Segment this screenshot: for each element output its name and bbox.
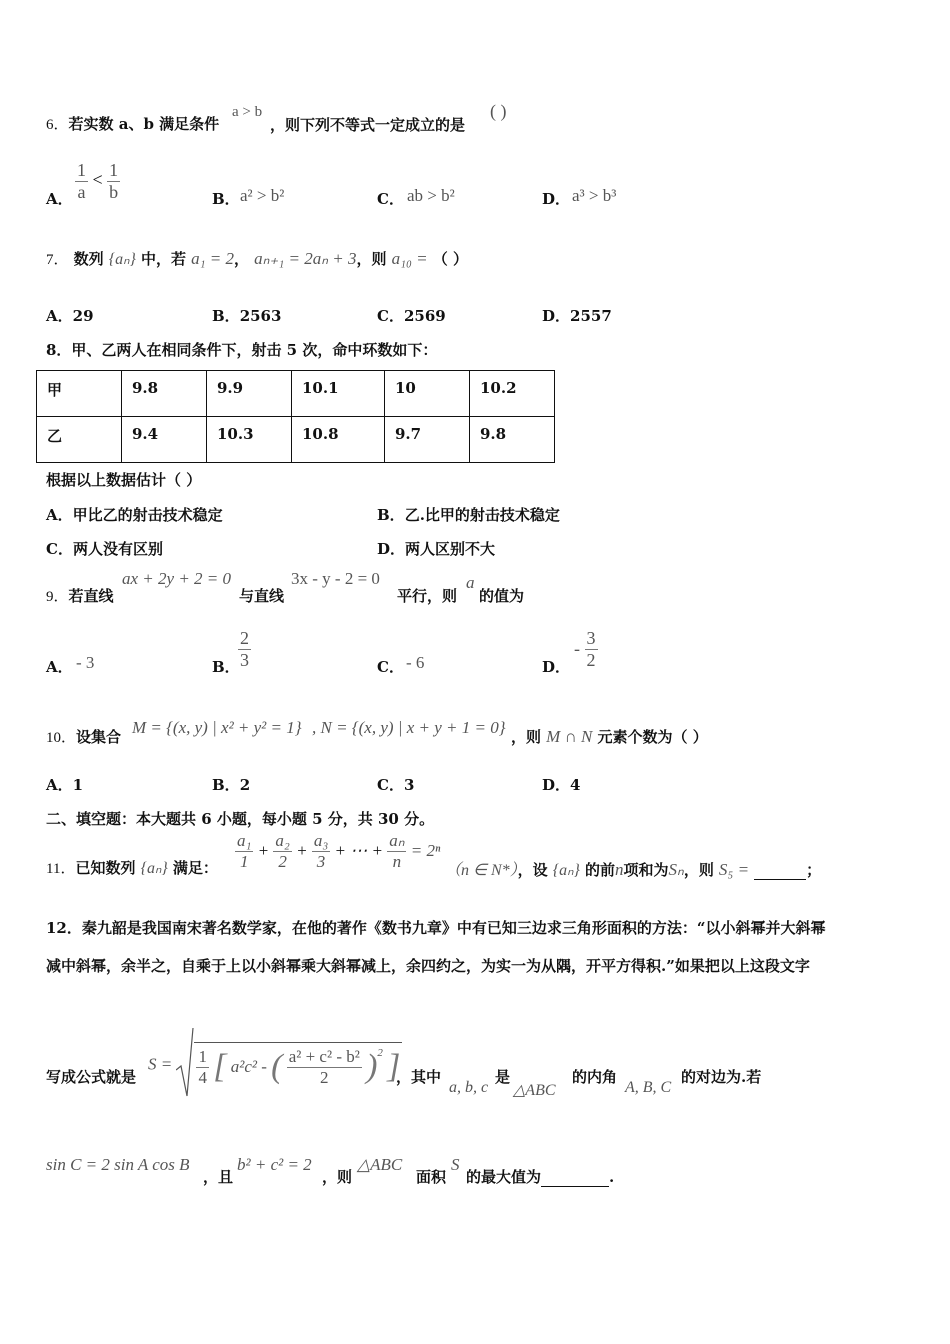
q8-a-text: 甲比乙的射击技术稳定 — [72, 506, 223, 524]
q8-option-d — [377, 538, 495, 559]
q9-b-den: 3 — [240, 649, 249, 670]
q9-d-den: 2 — [586, 649, 596, 670]
q9-d-num: 3 — [586, 628, 596, 648]
q12-formula-s: S = — [148, 1054, 173, 1074]
q11-rhs: = 2ⁿ — [410, 841, 441, 861]
q11-text6: ，则 — [683, 861, 714, 879]
q11-seq2: {aₙ} — [552, 862, 580, 879]
q10-text3: 元素个数为（ ） — [597, 728, 708, 746]
q12-text-area: 面积 — [416, 1168, 447, 1186]
q6-a-frac2-num: 1 — [109, 160, 119, 180]
q8-question: 根据以上数据估计（ ） — [46, 471, 202, 489]
q12-text-is: 是 — [495, 1068, 511, 1086]
q9-text2: 与直线 — [239, 587, 285, 605]
q7-c-value: 2569 — [403, 307, 446, 325]
q10-text1: 设集合 — [76, 728, 122, 746]
table-cell: 10.3 — [207, 417, 292, 463]
q7-cond1: a₁ = 2 — [191, 249, 234, 268]
q9-d-sign: - — [574, 638, 580, 659]
table-cell: 9.4 — [122, 417, 207, 463]
q6-option-b-label: B． — [212, 190, 240, 208]
q10-set-n: , N = {(x, y) | x + y + 1 = 0} — [312, 718, 506, 737]
q9-num-text — [46, 585, 114, 606]
q7-num: 7． — [46, 252, 69, 268]
table-cell-name: 甲 — [37, 371, 122, 417]
q12-formula: S = $\frac{1}{4}$ [ a²c² - ( $\frac{\text{a² + c² - b²}}{2}$ )$^2$ ] — [148, 1026, 402, 1103]
q7-option-b — [212, 305, 281, 326]
q10-d-label: D． — [542, 776, 571, 794]
q12-ABC: A, B, C — [625, 1079, 672, 1096]
q7-option-c — [377, 305, 446, 326]
q11-stem-start — [46, 857, 218, 878]
q6-option-a-label: A． — [46, 190, 73, 208]
q6-option-d-expr: a³ > b³ — [572, 186, 617, 205]
q11-text2: 满足： — [172, 859, 218, 877]
q12-answer-blank[interactable] — [541, 1167, 609, 1187]
q12-quarter-num: 1 — [198, 1046, 207, 1066]
q11-end: ； — [806, 861, 822, 879]
table-cell: 9.7 — [385, 417, 470, 463]
q7-a-label: A． — [46, 307, 73, 325]
q10-c-label: C． — [377, 776, 404, 794]
q6-a-frac1-den: a — [77, 181, 86, 202]
q12-cond2: b² + c² = 2 — [237, 1155, 312, 1174]
q11-dots: + ⋯ + — [334, 841, 383, 861]
q8-stem: 8．甲、乙两人在相同条件下，射击 5 次，命中环数如下： — [46, 341, 438, 359]
q7-text1: 数列 — [73, 250, 104, 268]
q9-option-b-label: B． — [212, 658, 240, 676]
q9-text1: 若直线 — [68, 587, 114, 605]
q11-frac3-den: 3 — [316, 851, 326, 871]
q11-frac2-num: a₂ — [275, 831, 290, 850]
q8-a-label: A． — [46, 506, 73, 524]
q10-option-a — [46, 774, 83, 795]
q6-option-d-label: D． — [542, 190, 571, 208]
table-cell: 10.8 — [292, 417, 385, 463]
q9-b-num: 2 — [240, 628, 249, 648]
q8-option-b — [377, 504, 560, 525]
q12-triangle: △ABC — [513, 1082, 556, 1099]
q10-set-m: M = {(x, y) | x² + y² = 1} — [132, 718, 302, 737]
q7-c-label: C． — [377, 307, 404, 325]
q11-seq: {aₙ} — [140, 860, 168, 877]
q6-a-frac2-den: b — [109, 181, 119, 202]
q11-s5: S₅ = — [718, 860, 750, 879]
q7-stem — [46, 248, 468, 269]
q12-text-where: ，其中 — [396, 1068, 442, 1086]
q10-tail — [511, 726, 708, 747]
q10-a-label: A． — [46, 776, 73, 794]
q6-option-c-expr: ab > b² — [407, 186, 455, 205]
q10-d-value: 4 — [570, 776, 581, 794]
q7-option-d — [542, 305, 612, 326]
q8-option-a — [46, 504, 223, 525]
q11-plus2: + — [296, 841, 308, 861]
q12-text-then: ，则 — [322, 1168, 353, 1186]
table-cell-name: 乙 — [37, 417, 122, 463]
q6-answer-bracket: ( ) — [490, 101, 507, 121]
q9-option-a-expr: - 3 — [76, 653, 95, 672]
table-cell: 10 — [385, 371, 470, 417]
q11-num: 11． — [46, 861, 76, 877]
q11-frac4-num: aₙ — [389, 831, 405, 850]
section-2-title: 二、填空题：本大题共 6 小题，每小题 5 分，共 30 分。 — [46, 810, 435, 828]
q7-comma: ， — [233, 250, 249, 268]
q7-a-value: 29 — [72, 307, 94, 325]
q6-stem — [46, 113, 219, 134]
q9-line1: ax + 2y + 2 = 0 — [122, 569, 232, 588]
q11-n: n — [615, 860, 624, 879]
q10-option-b — [212, 774, 250, 795]
q6-tail: ，则下列不等式一定成立的是 — [270, 116, 466, 134]
q11-sn: Sₙ — [668, 860, 684, 879]
q7-b-value: 2563 — [239, 307, 282, 325]
q8-b-text: 乙.比甲的射击技术稳定 — [404, 506, 560, 524]
q8-b-label: B． — [377, 506, 405, 524]
q8-d-text: 两人区别不大 — [405, 540, 496, 558]
q10-option-c — [377, 774, 414, 795]
q12-inner-num: a² + c² - b² — [288, 1046, 360, 1066]
q11-condition: （n ∈ N*） — [445, 862, 518, 879]
table-row — [37, 417, 555, 463]
q12-square: 2 — [377, 1046, 383, 1059]
table-row — [37, 371, 555, 417]
q8-option-c — [46, 538, 163, 559]
q7-bracket: （ ） — [432, 250, 468, 268]
q7-text2: 中，若 — [140, 250, 186, 268]
sqrt-icon — [176, 1026, 194, 1103]
table-cell: 10.1 — [292, 371, 385, 417]
q12-text-inner: 的内角 — [572, 1068, 618, 1086]
q10-intersection: M ∩ N — [546, 727, 593, 746]
table-cell: 9.9 — [207, 371, 292, 417]
q9-option-d-expr — [574, 628, 598, 670]
q12-end — [466, 1166, 614, 1187]
q12-line1: 12．秦九韶是我国南宋著名数学家，在他的著作《数书九章》中有已知三边求三角形面积的方法：“以小斜幂并大斜幂 — [46, 919, 826, 937]
q6-option-a-expr — [75, 160, 120, 202]
q7-d-value: 2557 — [570, 307, 612, 325]
q12-formula-intro: 写成公式就是 — [46, 1068, 137, 1086]
q11-frac1-den: 1 — [239, 851, 249, 871]
q11-text3: ，设 — [517, 861, 548, 879]
q12-s-var: S — [451, 1155, 460, 1174]
q9-option-b-expr — [238, 628, 251, 670]
q10-num: 10． — [46, 730, 77, 746]
q10-text2: ，则 — [511, 728, 542, 746]
q12-inner-den: 2 — [320, 1067, 329, 1087]
q11-equation — [235, 831, 440, 871]
q6-condition: a > b — [232, 104, 263, 120]
q7-target: a₁₀ = — [391, 249, 428, 268]
q10-a-value: 1 — [72, 776, 84, 794]
q12-text-opp: 的对边为.若 — [681, 1068, 762, 1086]
q12-line2: 减中斜幂，余半之，自乘于上以小斜幂乘大斜幂减上，余四约之，为实一为从隅，开平方得积.”如果把以上这段文字 — [46, 957, 810, 975]
q9-option-a-label: A． — [46, 658, 73, 676]
q10-b-label: B． — [212, 776, 240, 794]
q11-text4: 的前 — [585, 861, 616, 879]
q7-d-label: D． — [542, 307, 571, 325]
q12-formula-mid: a²c² - — [230, 1057, 267, 1076]
q9-option-c-label: C． — [377, 658, 404, 676]
q11-frac4-den: n — [392, 851, 402, 871]
q9-option-d-label: D． — [542, 658, 571, 676]
q9-option-c-expr: - 6 — [406, 653, 425, 672]
q8-c-text: 两人没有区别 — [72, 540, 163, 558]
q6-stem-text: 若实数 a、b 满足条件 — [68, 115, 220, 133]
q9-num: 9． — [46, 589, 69, 605]
q8-c-label: C． — [46, 540, 73, 558]
q12-text-max: 的最大值为 — [466, 1168, 542, 1186]
q6-num: 6． — [46, 117, 69, 133]
table-cell: 9.8 — [470, 417, 555, 463]
q11-answer-blank[interactable] — [754, 860, 806, 880]
table-cell: 10.2 — [470, 371, 555, 417]
q11-stem-end — [445, 857, 821, 880]
q12-cond1: sin C = 2 sin A cos B — [46, 1155, 190, 1174]
q7-option-a — [46, 305, 94, 326]
q11-frac1-num: a₁ — [237, 831, 252, 850]
q6-option-c-label: C． — [377, 190, 404, 208]
q8-score-table — [36, 370, 555, 463]
q9-text4: 的值为 — [479, 587, 525, 605]
q11-text1: 已知数列 — [75, 859, 136, 877]
q11-frac3-num: a₃ — [313, 831, 329, 850]
q12-text-and: ，且 — [203, 1168, 234, 1186]
q12-quarter-den: 4 — [198, 1067, 207, 1087]
q6-option-b-expr: a² > b² — [240, 186, 285, 205]
q7-text3: ，则 — [356, 250, 387, 268]
table-cell: 9.8 — [122, 371, 207, 417]
q11-plus1: + — [257, 841, 270, 861]
q8-d-label: D． — [377, 540, 406, 558]
q10-option-d — [542, 774, 580, 795]
q6-a-frac1-num: 1 — [77, 160, 86, 180]
q11-text5: 项和为 — [623, 861, 669, 879]
q6-a-lt: < — [92, 169, 103, 190]
q7-b-label: B． — [212, 307, 240, 325]
q12-abc: a, b, c — [449, 1079, 489, 1096]
q7-seq: {aₙ} — [108, 251, 136, 268]
q9-var: a — [466, 573, 475, 592]
q12-period: . — [609, 1168, 615, 1186]
q12-triangle2: △ABC — [357, 1155, 403, 1174]
q10-c-value: 3 — [403, 776, 415, 794]
q7-cond2: aₙ₊₁ = 2aₙ + 3 — [254, 249, 357, 268]
q9-text3: 平行，则 — [397, 587, 458, 605]
q10-b-value: 2 — [239, 776, 251, 794]
q9-line2: 3x - y - 2 = 0 — [291, 569, 380, 588]
q11-frac2-den: 2 — [278, 851, 287, 871]
q10-stem — [46, 726, 121, 747]
